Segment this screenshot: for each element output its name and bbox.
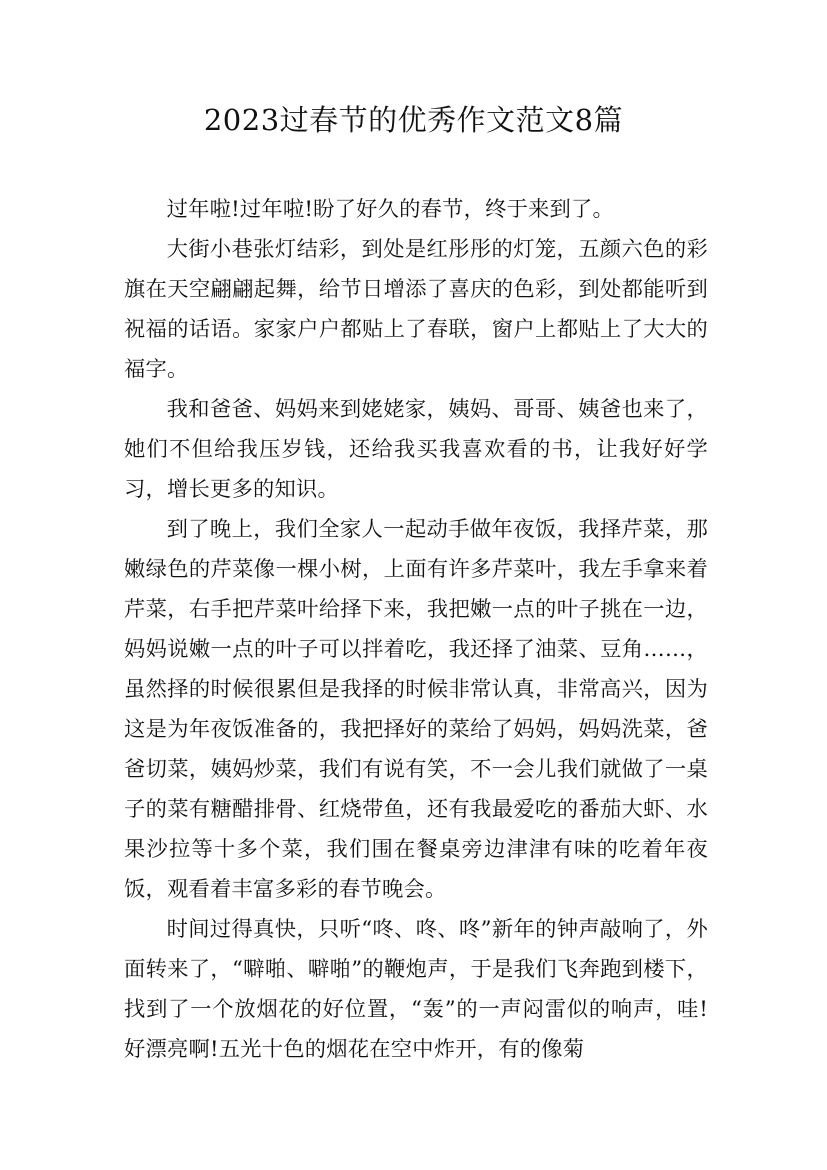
paragraph-3: 我和爸爸、妈妈来到姥姥家，姨妈、哥哥、姨爸也来了，她们不但给我压岁钱，还给我买我喜欢看的书，让我好好学习，增长更多的知识。 [124, 397, 708, 502]
paragraph-2: 大街小巷张灯结彩，到处是红彤彤的灯笼，五颜六色的彩旗在天空翩翩起舞，给节日增添了喜庆的色彩，到处都能听到祝福的话语。家家户户都贴上了春联，窗户上都贴上了大大的福字。 [124, 237, 708, 382]
document-title: 2023过春节的优秀作文范文8篇 [203, 103, 624, 137]
paragraph-4: 到了晚上，我们全家人一起动手做年夜饭，我择芹菜，那嫩绿色的芹菜像一棵小树，上面有许多芹菜叶，我左手拿来着芹菜，右手把芹菜叶给择下来，我把嫩一点的叶子挑在一边，妈妈说嫩一点的叶子可以拌着吃，我还择了油菜、豆角……，虽然择的时候很累但是我择的时候非常认真，非常高兴，因为这是为年夜饭准备的，我把择好的菜给了妈妈，妈妈洗菜，爸爸切菜，姨妈炒菜，我们有说有笑，不一会儿我们就做了一桌子的菜有糖醋排骨、红烧带鱼，还有我最爱吃的番茄大虾、水果沙拉等十多个菜，我们围在餐桌旁边津津有味的吃着年夜饭，观看着丰富多彩的春节晚会。 [124, 517, 708, 902]
document-body [124, 190, 708, 1070]
paragraph-5: 时间过得真快，只听“咚、咚、咚”新年的钟声敲响了，外面转来了，“噼啪、噼啪”的鞭炮声，于是我们飞奔跑到楼下，找到了一个放烟花的好位置，“轰”的一声闷雷似的响声，哇!好漂亮啊!五光十色的烟花在空中炸开，有的像菊 [124, 917, 708, 1062]
paragraph-1: 过年啦!过年啦!盼了好久的春节，终于来到了。 [166, 197, 615, 222]
